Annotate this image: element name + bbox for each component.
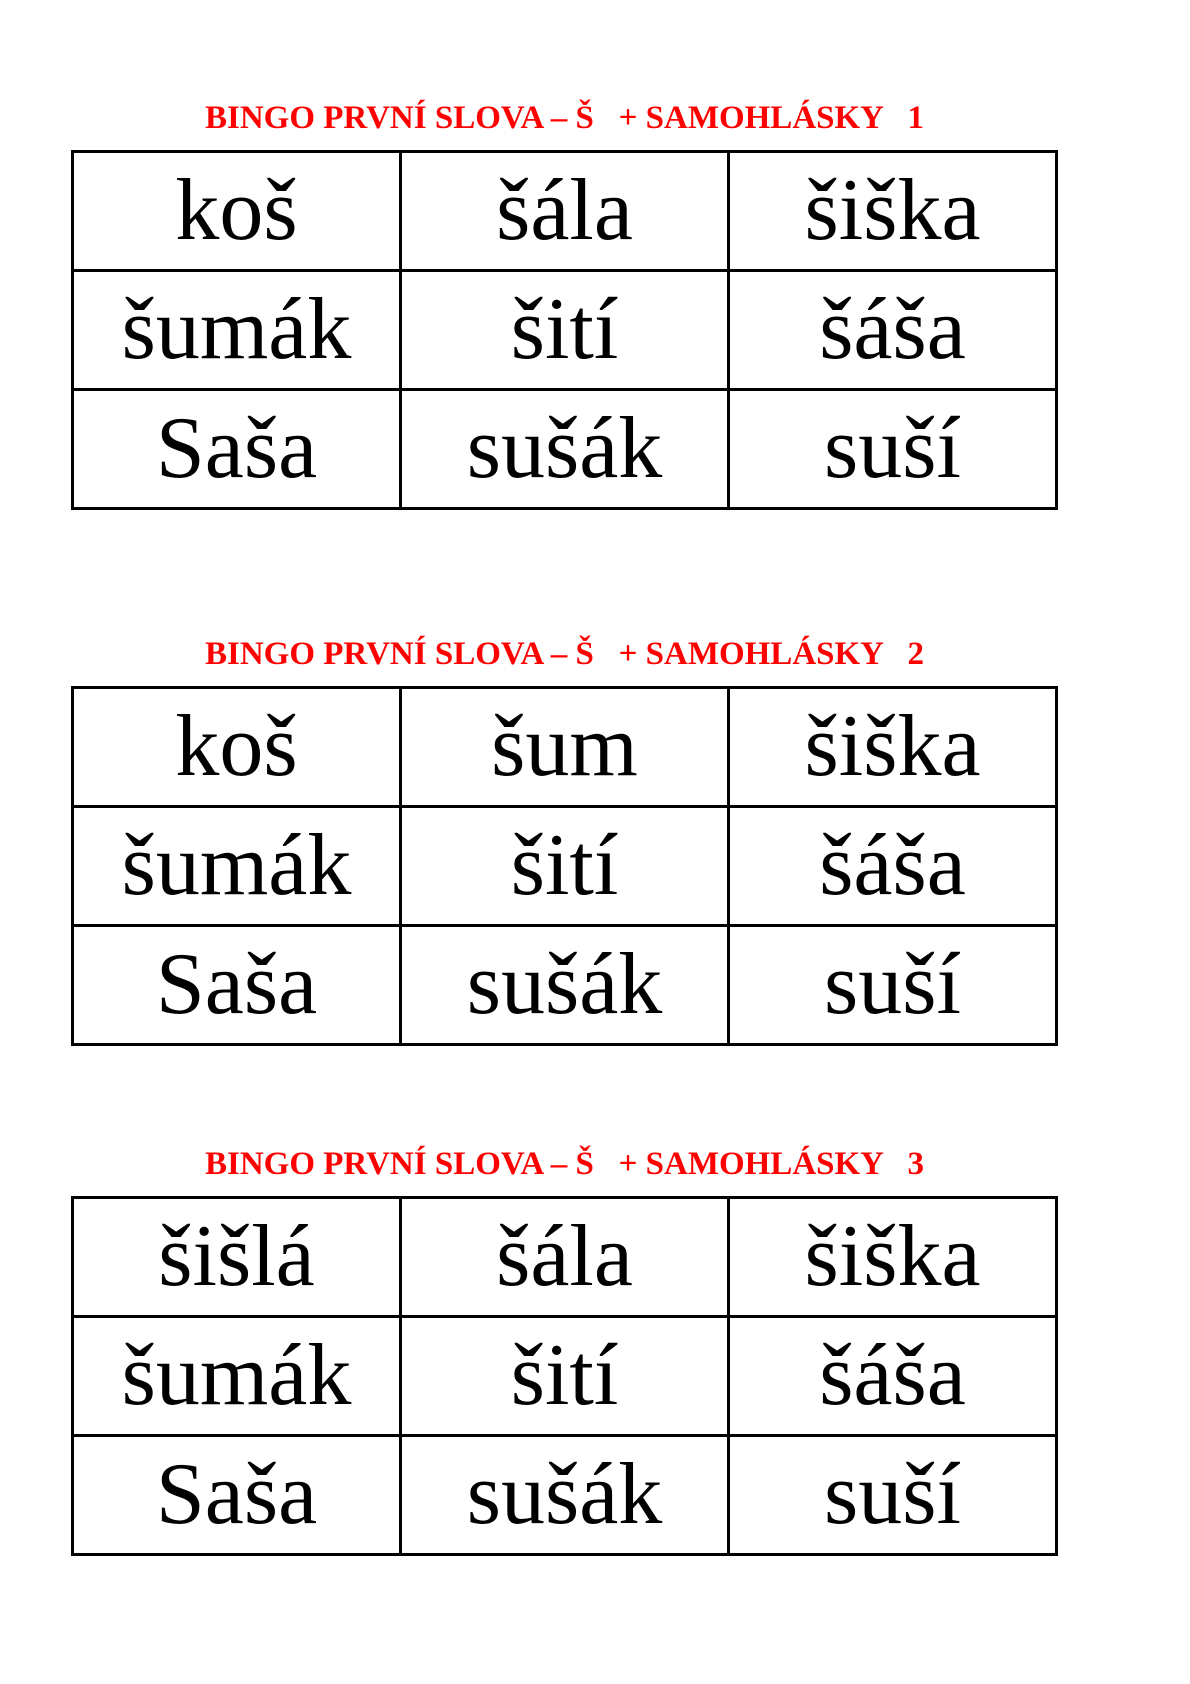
grid-cell: šáša xyxy=(729,271,1057,390)
grid-row xyxy=(73,1198,1057,1317)
grid-cell: Saša xyxy=(73,1436,401,1555)
grid-cell: koš xyxy=(73,152,401,271)
grid-cell: suší xyxy=(729,390,1057,509)
grid-cell: sušák xyxy=(401,1436,729,1555)
grid-row xyxy=(73,1436,1057,1555)
card-title: BINGO PRVNÍ SLOVA – Š + SAMOHLÁSKY 2 xyxy=(205,636,925,672)
grid-cell: šiška xyxy=(729,152,1057,271)
grid-cell: šišlá xyxy=(73,1198,401,1317)
grid-cell: Saša xyxy=(73,926,401,1045)
grid-cell: suší xyxy=(729,1436,1057,1555)
card-title: BINGO PRVNÍ SLOVA – Š + SAMOHLÁSKY 3 xyxy=(205,1146,925,1182)
grid-row xyxy=(73,152,1057,271)
grid-cell: šiška xyxy=(729,688,1057,807)
bingo-grid xyxy=(71,686,1058,1046)
grid-cell: šiška xyxy=(729,1198,1057,1317)
grid-cell: šáša xyxy=(729,1317,1057,1436)
grid-cell: šáša xyxy=(729,807,1057,926)
bingo-grid xyxy=(71,1196,1058,1556)
bingo-grid xyxy=(71,150,1058,510)
grid-cell: šumák xyxy=(73,271,401,390)
grid-cell: šumák xyxy=(73,807,401,926)
grid-cell: sušák xyxy=(401,926,729,1045)
grid-cell: šála xyxy=(401,152,729,271)
grid-cell: koš xyxy=(73,688,401,807)
grid-cell: sušák xyxy=(401,390,729,509)
grid-row xyxy=(73,688,1057,807)
grid-cell: suší xyxy=(729,926,1057,1045)
grid-row xyxy=(73,390,1057,509)
grid-row xyxy=(73,807,1057,926)
grid-cell: šití xyxy=(401,807,729,926)
grid-cell: šum xyxy=(401,688,729,807)
grid-row xyxy=(73,926,1057,1045)
grid-cell: šála xyxy=(401,1198,729,1317)
grid-cell: šití xyxy=(401,271,729,390)
grid-row xyxy=(73,1317,1057,1436)
grid-cell: šumák xyxy=(73,1317,401,1436)
grid-cell: šití xyxy=(401,1317,729,1436)
grid-row xyxy=(73,271,1057,390)
card-title: BINGO PRVNÍ SLOVA – Š + SAMOHLÁSKY 1 xyxy=(205,100,925,136)
grid-cell: Saša xyxy=(73,390,401,509)
